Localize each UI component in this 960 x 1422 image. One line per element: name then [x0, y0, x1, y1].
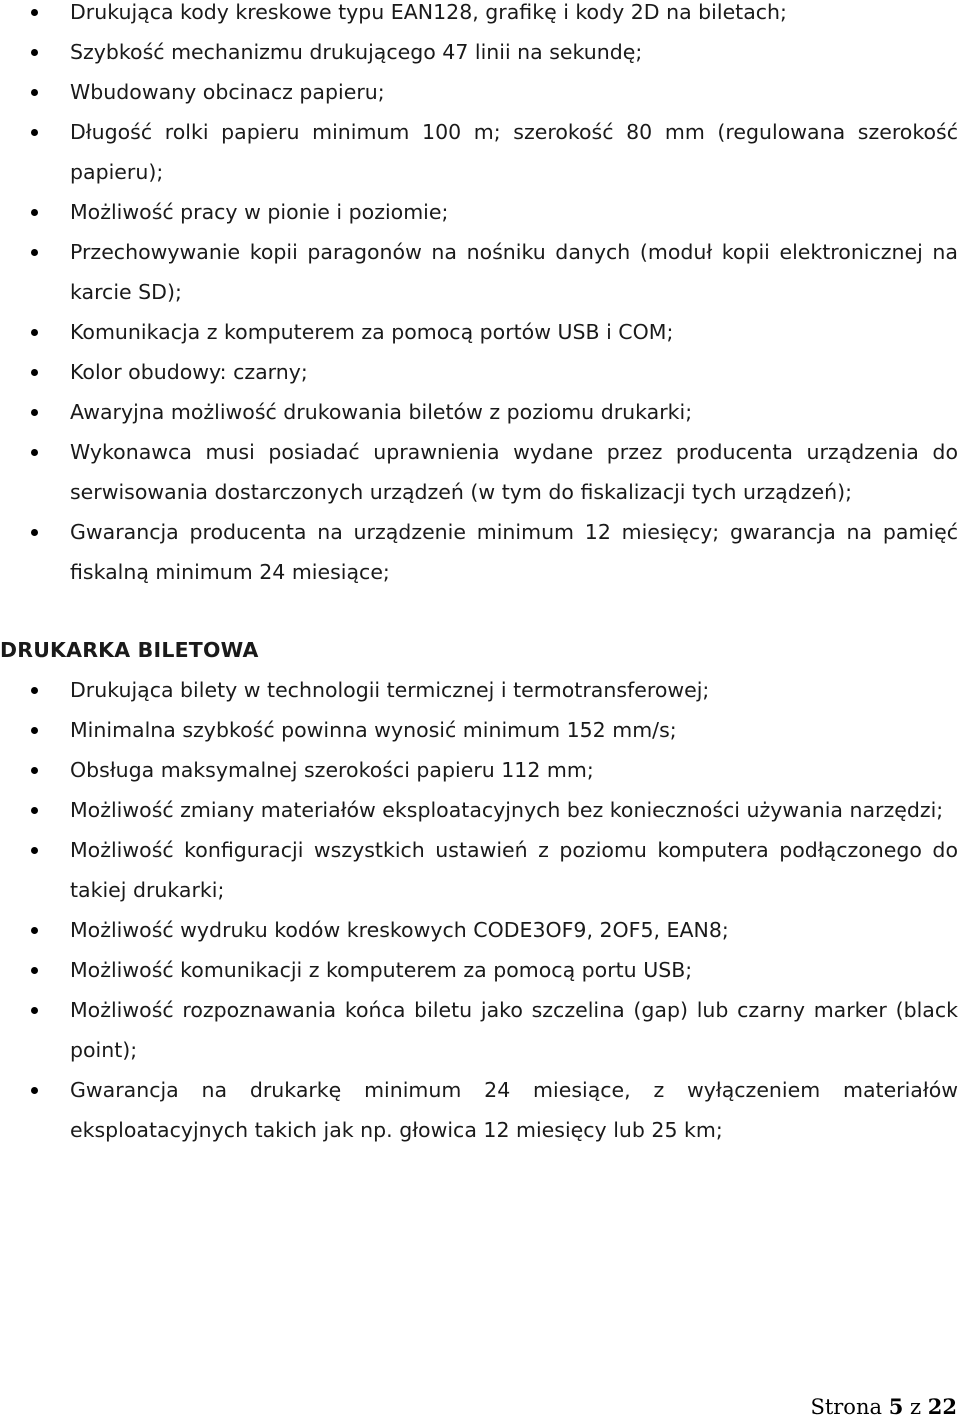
- list-item: [0, 790, 960, 830]
- list-item: [0, 710, 960, 750]
- list-item-text: Minimalna szybkość powinna wynosić minimum 152 mm/s;: [70, 718, 677, 742]
- list-item-text: Możliwość pracy w pionie i poziomie;: [70, 200, 449, 224]
- list-item: [0, 352, 960, 392]
- total-pages: 22: [927, 1394, 957, 1419]
- bullet-icon: [31, 1087, 38, 1094]
- list-item: [0, 670, 960, 710]
- list-item-text: Możliwość rozpoznawania końca biletu jako szczelina (gap) lub czarny marker (black point);: [70, 998, 958, 1062]
- bullet-icon: [31, 369, 38, 376]
- bullet-icon: [31, 847, 38, 854]
- bullet-icon: [31, 767, 38, 774]
- list-item-text: Szybkość mechanizmu drukującego 47 linii na sekundę;: [70, 40, 643, 64]
- list-item: [0, 910, 960, 950]
- list-item: [0, 950, 960, 990]
- bullet-icon: [31, 687, 38, 694]
- list-item-text: Kolor obudowy: czarny;: [70, 360, 308, 384]
- bullet-icon: [31, 727, 38, 734]
- page-number: [810, 1392, 957, 1422]
- list-item: [0, 72, 960, 112]
- list-item-text: Możliwość zmiany materiałów eksploatacyjnych bez konieczności używania narzędzi;: [70, 798, 944, 822]
- list-item: [0, 990, 960, 1070]
- list-item-text: Możliwość wydruku kodów kreskowych CODE3OF9, 2OF5, EAN8;: [70, 918, 729, 942]
- bullet-icon: [31, 9, 38, 16]
- list-item-text: Wbudowany obcinacz papieru;: [70, 80, 385, 104]
- bullet-icon: [31, 409, 38, 416]
- list-item-text: Gwarancja na drukarkę minimum 24 miesiące, z wyłączeniem materiałów eksploatacyjnych takich jak np. głowica 12 miesięcy lub 25 km;: [70, 1078, 958, 1142]
- bullet-icon: [31, 129, 38, 136]
- list-item: [0, 0, 960, 32]
- bullet-icon: [31, 1007, 38, 1014]
- list-item-text: Komunikacja z komputerem za pomocą portów USB i COM;: [70, 320, 674, 344]
- list-item-text: Wykonawca musi posiadać uprawnienia wydane przez producenta urządzenia do serwisowania dostarczonych urządzeń (w tym do fiskalizacji tych urządzeń);: [70, 440, 958, 504]
- bullet-icon: [31, 807, 38, 814]
- bullet-icon: [31, 329, 38, 336]
- list-item: [0, 512, 960, 592]
- page-label: Strona: [810, 1395, 882, 1419]
- current-page: 5: [888, 1394, 904, 1419]
- printer-spec-list: [0, 0, 960, 592]
- list-item: [0, 112, 960, 192]
- list-item-text: Gwarancja producenta na urządzenie minimum 12 miesięcy; gwarancja na pamięć fiskalną minimum 24 miesiące;: [70, 520, 958, 584]
- page-separator: z: [910, 1395, 922, 1419]
- list-item: [0, 192, 960, 232]
- list-item: [0, 232, 960, 312]
- bullet-icon: [31, 967, 38, 974]
- bullet-icon: [31, 89, 38, 96]
- ticket-printer-spec-list: [0, 670, 960, 1150]
- section-heading: DRUKARKA BILETOWA: [0, 638, 259, 662]
- list-item-text: Długość rolki papieru minimum 100 m; szerokość 80 mm (regulowana szerokość papieru);: [70, 120, 958, 184]
- list-item: [0, 750, 960, 790]
- list-item-text: Możliwość konfiguracji wszystkich ustawień z poziomu komputera podłączonego do takiej drukarki;: [70, 838, 958, 902]
- list-item: [0, 392, 960, 432]
- bullet-icon: [31, 927, 38, 934]
- bullet-icon: [31, 209, 38, 216]
- bullet-icon: [31, 529, 38, 536]
- list-item: [0, 1070, 960, 1150]
- list-item: [0, 432, 960, 512]
- list-item-text: Awaryjna możliwość drukowania biletów z poziomu drukarki;: [70, 400, 693, 424]
- list-item: [0, 32, 960, 72]
- bullet-icon: [31, 249, 38, 256]
- list-item-text: Przechowywanie kopii paragonów na nośniku danych (moduł kopii elektronicznej na karcie SD);: [70, 240, 958, 304]
- list-item-text: Drukująca bilety w technologii termicznej i termotransferowej;: [70, 678, 710, 702]
- list-item-text: Obsługa maksymalnej szerokości papieru 112 mm;: [70, 758, 594, 782]
- bullet-icon: [31, 449, 38, 456]
- list-item-text: Możliwość komunikacji z komputerem za pomocą portu USB;: [70, 958, 693, 982]
- bullet-icon: [31, 49, 38, 56]
- list-item: [0, 312, 960, 352]
- list-item-text: Drukująca kody kreskowe typu EAN128, grafikę i kody 2D na biletach;: [70, 0, 787, 24]
- list-item: [0, 830, 960, 910]
